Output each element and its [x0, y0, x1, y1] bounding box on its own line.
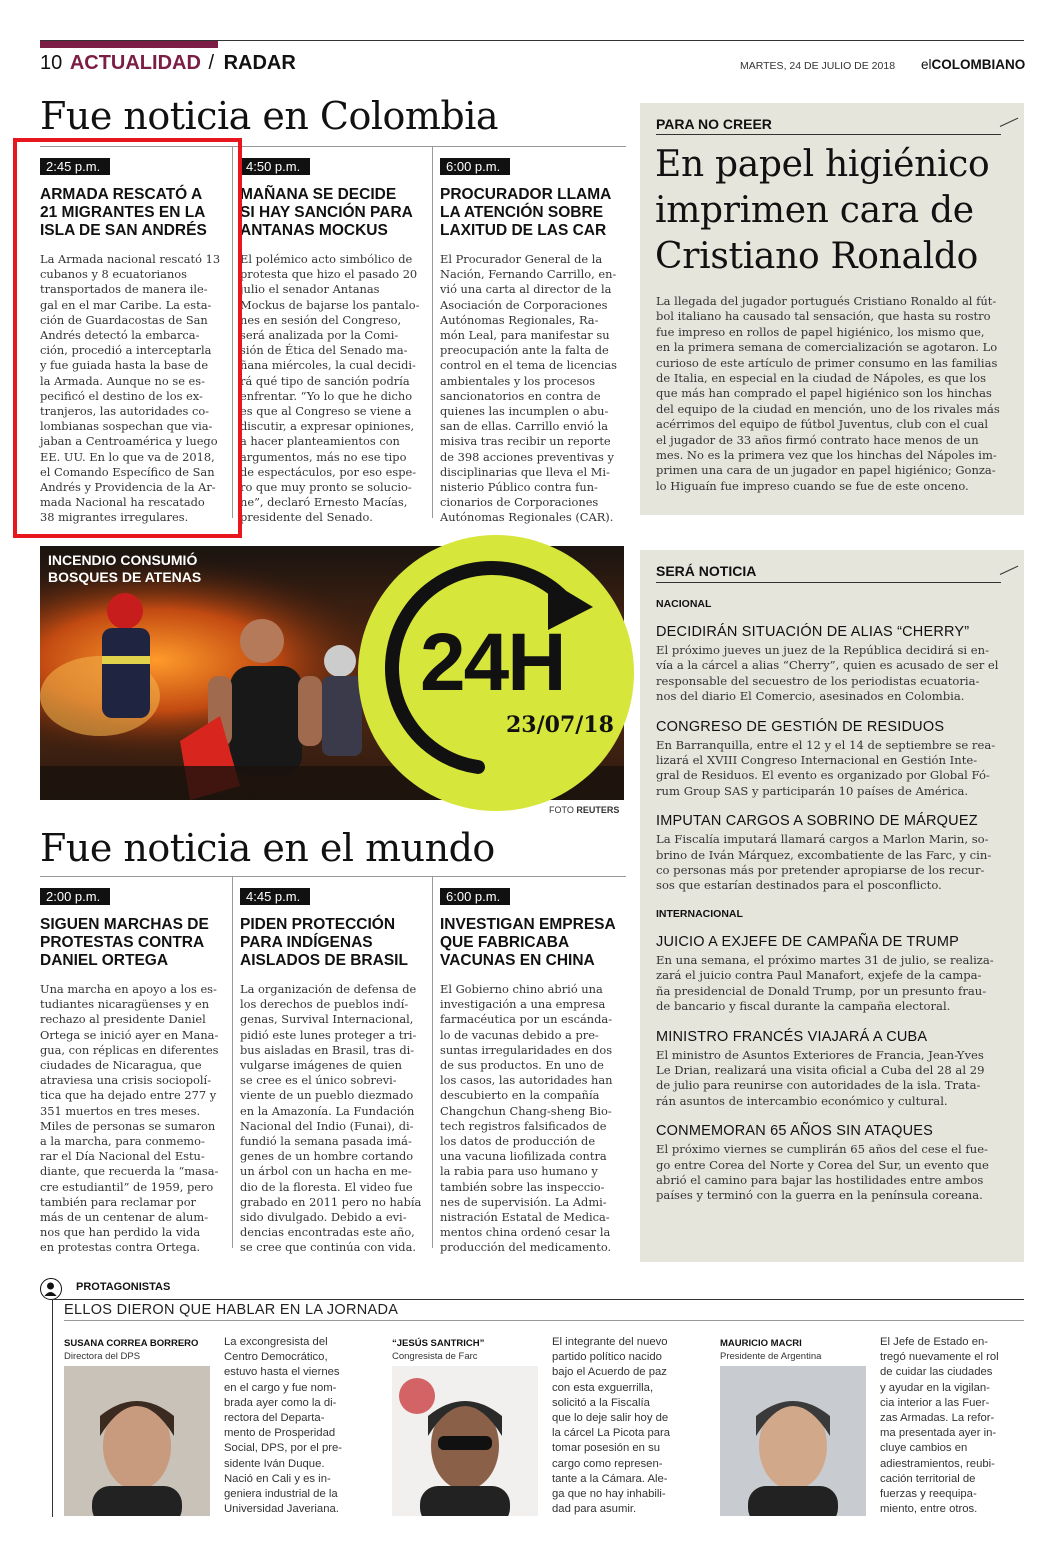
para-no-creer-headline	[655, 142, 989, 280]
body-line: Una marcha en apoyo a los es-	[40, 982, 217, 996]
header-accent-bar	[40, 40, 218, 48]
body-line: del equipo de la ciudad en mención, uno de los rivales más	[656, 401, 1000, 416]
body-line: los derechos de pueblos indí-	[240, 997, 409, 1012]
time-tag: 4:45 p.m.	[240, 888, 310, 905]
protagonistas-subtitle: ELLOS DIERON QUE HABLAR EN LA JORNADA	[64, 1302, 399, 1318]
body-line: diante, que recuerda la “masa-	[40, 1164, 219, 1179]
body-line: que lo deje salir hoy de	[552, 1412, 669, 1425]
body-line: go entre Corea del Norte y Corea del Sur, un evento que	[656, 1157, 989, 1172]
body-line: también sobre las inspeccio-	[440, 1179, 605, 1194]
brand-prefix: el	[921, 57, 932, 72]
body-line: rum Group SAS y participarán 10 países de América.	[656, 783, 969, 798]
body-line: genes de un hombre cortando	[240, 1149, 414, 1164]
body-line: grabado en 2011 pero no había	[240, 1194, 422, 1209]
highlight-box	[13, 138, 242, 538]
photo-caption-line: INCENDIO CONSUMIÓ	[48, 552, 198, 568]
body-line: cionarios de Corporaciones	[440, 495, 599, 510]
body-line: y fue guiada hasta la base de	[40, 358, 209, 373]
body-line: lizará el XVIII Congreso Internacional en Gestión Inte-	[656, 753, 978, 768]
body-line: nistración Estatal de Medica-	[440, 1210, 610, 1225]
body-line: cre estudiantil” de 1959, pero	[40, 1179, 214, 1194]
body-line: descubierto en la compañía	[440, 1088, 600, 1103]
body-line: sidente Iván Duque.	[224, 1457, 325, 1470]
body-line: ciudades de Nicaragua, que	[40, 1058, 202, 1073]
body-line: de 398 acciones preventivas y	[440, 449, 614, 464]
body-line: el jugador de 33 años firmó contrato hace menos de un	[656, 432, 979, 447]
body-line: sido divulgado. Debido a evi-	[240, 1210, 407, 1225]
column-body	[40, 982, 226, 1256]
sera-noticia-headline: MINISTRO FRANCÉS VIAJARÁ A CUBA	[656, 1028, 928, 1045]
protagonist-role: Directora del DPS	[64, 1351, 141, 1362]
body-line: san de ellas. Carrillo envió la	[440, 419, 609, 434]
body-line: Mockus de bajarse los pantalo-	[240, 297, 420, 312]
body-line: El ministro de Asuntos Exteriores de Francia, Jean-Yves	[656, 1047, 984, 1062]
person-icon	[40, 1278, 62, 1300]
body-line: ñana miércoles, la cual decidi-	[240, 358, 416, 373]
body-line: los datos de producción de	[440, 1134, 596, 1149]
body-line: es que al Congreso se viene a	[240, 404, 412, 419]
headline-line: LAXITUD DE LAS CAR	[440, 222, 607, 239]
body-line: argumentos, más no ese tipo	[240, 449, 407, 464]
body-line: Autónomas Regionales, Ra-	[440, 312, 599, 327]
body-line: gua, con réplicas en diferentes	[40, 1042, 219, 1057]
column-divider	[432, 876, 433, 1248]
body-line: La excongresista del	[224, 1336, 328, 1348]
headline-line: AISLADOS DE BRASIL	[240, 952, 408, 969]
body-line: EE. UU. En lo que va de 2018,	[40, 449, 215, 464]
body-line: La Armada nacional rescató 13	[40, 252, 221, 266]
protagonist-text	[552, 1335, 702, 1517]
body-line: y ayudar en la vigilan-	[880, 1381, 990, 1394]
headline-line: MAÑANA SE DECIDE	[240, 186, 397, 203]
body-line: En Barranquilla, entre el 12 y el 14 de septiembre se rea-	[656, 737, 996, 752]
body-line: de Italia, en especial en la ciudad de Nápoles, es que los	[656, 371, 987, 386]
para-no-creer-label: PARA NO CREER	[656, 116, 772, 132]
brand-logo	[921, 57, 1025, 72]
body-line: transportados de manera ile-	[40, 282, 208, 297]
sera-noticia-text	[656, 738, 1016, 800]
body-line: Andrés detectó la embarca-	[40, 328, 200, 343]
sera-noticia-text	[656, 643, 1016, 705]
body-line: enfrentar. “Yo lo que he dicho	[240, 388, 413, 403]
body-line: cargo como represen-	[552, 1457, 663, 1470]
body-line: 351 muertos en tres meses.	[40, 1103, 201, 1118]
body-line: dio de la floresta. El video fue	[240, 1179, 413, 1194]
body-line: será analizada por la Comi-	[240, 328, 399, 343]
sera-noticia-headline: CONGRESO DE GESTIÓN DE RESIDUOS	[656, 718, 945, 735]
sera-noticia-subheading: NACIONAL	[656, 598, 712, 610]
body-line: se cree que continúa con vida.	[240, 1240, 416, 1255]
body-line: El Jefe de Estado en-	[880, 1336, 989, 1348]
body-line: lombianas sospechan que via-	[40, 419, 213, 434]
body-line: ne”, declaró Ernesto Macías,	[240, 495, 408, 510]
column-divider	[432, 146, 433, 518]
header-rule	[40, 40, 1024, 41]
sera-noticia-headline: IMPUTAN CARGOS A SOBRINO DE MÁRQUEZ	[656, 813, 978, 830]
protagonist-role: Presidente de Argentina	[720, 1351, 822, 1362]
body-line: a hacer planteamientos con	[240, 434, 400, 449]
body-line: producción del medicamento.	[440, 1240, 612, 1255]
protagonist-photo	[720, 1366, 866, 1516]
body-line: bajo el Acuerdo de paz	[552, 1366, 667, 1379]
body-line: disciplinarias que lleva el Mi-	[440, 464, 610, 479]
protagonistas-side-rule	[52, 1299, 53, 1517]
body-line: gral de Residuos. El evento es organizado por Global Fó-	[656, 768, 990, 783]
sera-noticia-headline: DECIDIRÁN SITUACIÓN DE ALIAS “CHERRY”	[656, 624, 970, 640]
body-line: Le Drian, realizará una visita oficial a Cuba del 28 al 29	[656, 1062, 985, 1077]
subsection-name: RADAR	[223, 52, 296, 74]
body-line: zará el juicio contra Paul Manafort, exjefe de la campa-	[656, 968, 982, 983]
headline-line: PROTESTAS CONTRA	[40, 934, 205, 951]
body-line: lo Higuaín fue impreso cuando se fue de este onceno.	[656, 478, 969, 493]
body-line: quienes las incumplen o abu-	[440, 404, 609, 419]
sera-noticia-subheading: INTERNACIONAL	[656, 907, 743, 920]
sera-noticia-text	[656, 832, 1016, 894]
body-line: más de un centenar de alum-	[40, 1210, 209, 1225]
body-line: abrió el camino para bajar las hostilidades entre ambos	[656, 1172, 984, 1187]
body-line: se cree es el único sobrevi-	[240, 1073, 397, 1088]
body-line: El integrante del nuevo	[552, 1336, 668, 1348]
body-line: El próximo jueves un juez de la República decidirá si en-	[656, 643, 990, 657]
body-line: solicitó a la Fiscalía	[552, 1396, 650, 1409]
mundo-section-title: Fue noticia en el mundo	[40, 826, 495, 870]
body-line: nes de supervisión. La Admi-	[440, 1194, 607, 1209]
body-line: una vacuna liofilizada contra	[440, 1149, 607, 1164]
body-line: zas Armadas. La refor-	[880, 1412, 995, 1425]
photo-caption	[48, 552, 201, 586]
column-headline	[240, 186, 426, 240]
body-line: el Comando Específico de San	[40, 464, 215, 479]
body-line: sos que estarían destinados para el posconflicto.	[656, 878, 942, 893]
body-line: Universidad Javeriana.	[224, 1503, 339, 1516]
body-line: jaban a Centroamérica y luego	[40, 434, 218, 449]
body-line: sión de Ética del Senado ma-	[240, 343, 408, 358]
body-line: nos que han perdido la vida	[40, 1225, 201, 1240]
body-line: La Fiscalía imputará llamará cargos a Marlon Marin, so-	[656, 832, 989, 847]
body-line: nes en sesión del Congreso,	[240, 312, 402, 327]
body-line: mentos china ordenó cesar la	[440, 1225, 611, 1240]
body-line: suntas irregularidades en dos	[440, 1042, 613, 1057]
protagonistas-sub-rule	[64, 1320, 1024, 1321]
photo-credit	[549, 805, 619, 815]
body-line: curioso de este artículo de primer consumo en las familias	[656, 355, 998, 370]
issue-date: MARTES, 24 DE JULIO DE 2018	[740, 60, 896, 72]
body-line: mada Nacional ha rescatado	[40, 495, 205, 510]
column-body	[440, 982, 626, 1256]
body-line: tech registros falsificados de	[440, 1118, 607, 1133]
headline-line: Cristiano Ronaldo	[655, 236, 979, 277]
body-line: preocupación ante la falta de	[440, 343, 609, 358]
body-line: tudiantes nicaragüenses y en	[40, 997, 210, 1012]
body-line: vulgarse imágenes de quien	[240, 1058, 402, 1073]
body-line: brino de Iván Márquez, excombatiente de las Farc, y cin-	[656, 847, 992, 862]
time-tag: 6:00 p.m.	[440, 888, 510, 905]
body-line: dad para asumir.	[552, 1503, 637, 1516]
sera-noticia-label: SERÁ NOTICIA	[656, 563, 757, 579]
body-line: ción de Guardacostas de San	[40, 312, 208, 327]
protagonist-name: “JESÚS SANTRICH”	[392, 1338, 485, 1349]
headline-line: QUE FABRICABA	[440, 934, 570, 951]
sera-noticia-text	[656, 1142, 1016, 1204]
body-line: Nacional del Indio (Funai), di-	[240, 1118, 414, 1133]
news-column	[440, 158, 626, 526]
body-line: tica que ha dejado entre 277 y	[40, 1088, 217, 1103]
body-line: pecificó el destino de los ex-	[40, 388, 203, 403]
body-line: rechazo al presidente Daniel	[40, 1012, 206, 1027]
body-line: ambientales y los procesos	[440, 373, 596, 388]
body-line: vía a la cárcel a alias “Cherry”, quien es acusado de ser el	[656, 658, 999, 673]
body-line: rá qué tipo de sanción podría	[240, 373, 410, 388]
headline-line: imprimen cara de	[655, 190, 974, 231]
body-line: rar el Día Nacional del Estu-	[40, 1149, 205, 1164]
photo-caption-line: BOSQUES DE ATENAS	[48, 569, 202, 585]
body-line: mento de Prosperidad	[224, 1427, 336, 1440]
body-line: 38 migrantes irregulares.	[40, 510, 189, 525]
body-line: ro que muy pronto se solucio-	[240, 480, 412, 495]
protagonist-photo	[64, 1366, 210, 1516]
body-line: ña presidencial de Donald Trump, por un presunto frau-	[656, 983, 987, 998]
headline-line: En papel higiénico	[655, 144, 990, 185]
brand-name: COLOMBIANO	[931, 57, 1026, 72]
body-line: control en el tema de licencias	[440, 358, 618, 373]
body-line: La organización de defensa de	[240, 982, 417, 996]
body-line: ción, procedió a interceptarla	[40, 343, 212, 358]
body-line: mes. No es la primera vez que los hinchas del Nápoles im-	[656, 448, 997, 463]
column-headline	[40, 916, 226, 970]
body-line: rectora del Departa-	[224, 1412, 325, 1425]
body-line: en protestas contra Ortega.	[40, 1240, 201, 1255]
protagonistas-rule	[52, 1299, 1024, 1300]
body-line: fuerzas y reequipa-	[880, 1488, 977, 1501]
body-line: en el cargo y fue nom-	[224, 1381, 337, 1394]
body-line: sancionatorios en contra de	[440, 388, 601, 403]
body-line: món Leal, para manifestar su	[440, 328, 610, 343]
protagonistas-label: PROTAGONISTAS	[76, 1281, 171, 1293]
headline-line: SIGUEN MARCHAS DE	[40, 916, 209, 933]
headline-line: INVESTIGAN EMPRESA	[440, 916, 616, 933]
body-line: farmacéutica por un escánda-	[440, 1012, 613, 1027]
colombia-section-title: Fue noticia en Colombia	[40, 94, 499, 138]
headline-line: LA ATENCIÓN SOBRE	[440, 204, 604, 221]
body-line: viente de un pueblo diezmado	[240, 1088, 414, 1103]
body-line: dencias encontradas este año,	[240, 1225, 415, 1240]
body-line: también para reclamar por	[40, 1194, 196, 1209]
sera-noticia-rule	[656, 582, 1001, 583]
body-line: Autónomas Regionales (CAR).	[440, 510, 614, 525]
headline-line: SI HAY SANCIÓN PARA	[240, 204, 413, 221]
24h-badge-date: 23/07/18	[506, 712, 614, 738]
column-headline	[440, 186, 626, 240]
body-line: julio el senador Antanas	[240, 282, 380, 297]
body-line: Andrés y Providencia de la Ar-	[40, 480, 216, 495]
column-body	[440, 252, 626, 526]
protagonist-text	[880, 1335, 1030, 1517]
body-line: El próximo viernes se cumplirán 65 años del cese el fue-	[656, 1142, 988, 1157]
protagonist-text	[224, 1335, 374, 1517]
body-line: La llegada del jugador portugués Cristiano Ronaldo al fút-	[656, 294, 997, 308]
body-line: de espectáculos, por eso espe-	[240, 464, 417, 479]
news-column	[240, 888, 426, 1256]
body-line: a la marcha, para conmemo-	[40, 1134, 205, 1149]
body-line: nos del diario El Comercio, asesinados en Colombia.	[656, 689, 965, 704]
body-line: bus aisladas en Brasil, tras di-	[240, 1042, 415, 1057]
page-header	[40, 52, 296, 75]
body-line: en la primera semana de comercialización se agotaron. Lo	[656, 340, 998, 355]
body-line: El Gobierno chino abrió una	[440, 982, 603, 996]
headline-line: PROCURADOR LLAMA	[440, 186, 612, 203]
news-column	[240, 158, 426, 526]
body-line: tregó nuevamente el rol	[880, 1351, 999, 1364]
body-line: de julio para reunirse con autoridades de la isla. Trata-	[656, 1078, 981, 1093]
body-line: El polémico acto simbólico de	[240, 252, 413, 266]
time-tag: 2:00 p.m.	[40, 888, 110, 905]
body-line: Asociación de Corporaciones	[440, 297, 608, 312]
body-line: presidente del Senado.	[240, 510, 373, 525]
column-body	[240, 982, 426, 1256]
protagonist-photo	[392, 1366, 538, 1516]
headline-line: DANIEL ORTEGA	[40, 952, 169, 969]
section-slash: /	[208, 52, 215, 74]
body-line: cubanos y 8 ecuatorianos	[40, 267, 187, 282]
body-line: con esta exguerrilla,	[552, 1381, 654, 1394]
para-no-creer-rule	[656, 134, 1001, 135]
column-headline	[440, 916, 626, 970]
news-column	[40, 888, 226, 1256]
body-line: de bancario y fiscal durante la campaña electoral.	[656, 999, 951, 1014]
body-line: cación territorial de	[880, 1472, 976, 1485]
body-line: cluye cambios en	[880, 1442, 968, 1455]
body-line: tranjeros, las autoridades co-	[40, 404, 210, 419]
column-body	[240, 252, 426, 526]
sera-noticia-headline: CONMEMORAN 65 AÑOS SIN ATAQUES	[656, 1123, 933, 1140]
body-line: cia interior a las Fuer-	[880, 1396, 990, 1409]
body-line: los casos, las autoridades han	[440, 1073, 613, 1088]
column-top-rule	[40, 876, 626, 877]
sera-noticia-headline: JUICIO A EXJEFE DE CAMPAÑA DE TRUMP	[656, 933, 959, 950]
body-line: tomar posesión en su	[552, 1442, 661, 1455]
sera-noticia-body	[656, 584, 1016, 1204]
headline-line: PIDEN PROTECCIÓN	[240, 916, 396, 933]
body-line: fue impreso en rollos de papel higiénico, los mismo que,	[656, 324, 985, 339]
body-line: acérrimos del equipo de fútbol Juventus, club con el cual	[656, 417, 989, 432]
headline-line: 21 MIGRANTES EN LA	[40, 204, 206, 221]
body-line: adiestramientos, reubi-	[880, 1457, 995, 1470]
time-tag: 6:00 p.m.	[440, 158, 510, 175]
column-divider	[232, 876, 233, 1248]
body-line: Miles de personas se sumaron	[40, 1118, 216, 1133]
body-line: brada ayer como la di-	[224, 1396, 337, 1409]
headline-line: ANTANAS MOCKUS	[240, 222, 388, 239]
protagonist-name: SUSANA CORREA BORRERO	[64, 1338, 199, 1349]
headline-line: PARA INDÍGENAS	[240, 934, 373, 951]
body-line: que más han comprado el papel higiénico son los hinchas	[656, 386, 992, 401]
body-line: En una semana, el próximo martes 31 de julio, se realiza-	[656, 952, 994, 967]
body-line: geniera industrial de la	[224, 1488, 338, 1501]
body-line: gal en el mar Caribe. La esta-	[40, 297, 212, 312]
body-line: ma presentada ayer in-	[880, 1427, 997, 1440]
sera-noticia-text	[656, 953, 1016, 1015]
headline-line: ARMADA RESCATÓ A	[40, 186, 203, 203]
protagonist-role: Congresista de Farc	[392, 1351, 478, 1362]
body-line: misiva tras recibir un reporte	[440, 434, 611, 449]
body-line: bol italiano ha causado tal sensación, que hasta su rostro	[656, 309, 991, 324]
body-line: genas, Survival Internacional,	[240, 1012, 414, 1027]
body-line: fundió la semana pasada imá-	[240, 1134, 412, 1149]
news-column	[440, 888, 626, 1256]
body-line: rán asuntos de intercambio económico y cultural.	[656, 1093, 948, 1108]
body-line: Ortega se inició ayer en Mana-	[40, 1027, 219, 1042]
body-line: investigación a una empresa	[440, 997, 606, 1012]
body-line: pidió este lunes proteger a tri-	[240, 1027, 417, 1042]
body-line: primen una cara de un jugador en papel higiénico; Gonza-	[656, 463, 996, 478]
24h-badge-text: 24H	[420, 617, 565, 708]
body-line: un árbol con un hacha en me-	[240, 1164, 412, 1179]
protagonist-name: MAURICIO MACRI	[720, 1338, 802, 1349]
column-headline	[240, 916, 426, 970]
body-line: de sus productos. En uno de	[440, 1058, 604, 1073]
time-tag: 4:50 p.m.	[240, 158, 310, 175]
time-tag: 2:45 p.m.	[40, 158, 110, 175]
photo-credit-name: REUTERS	[576, 805, 620, 815]
body-line: vió una carta al director de la	[440, 282, 612, 297]
body-line: lo de vacunas debido a pre-	[440, 1027, 599, 1042]
section-name: ACTUALIDAD	[69, 52, 201, 74]
body-line: discutir, a expresar opiniones,	[240, 419, 415, 434]
headline-line: VACUNAS EN CHINA	[440, 952, 595, 969]
body-line: Nació en Cali y es in-	[224, 1472, 331, 1485]
body-line: nisterio Público contra fun-	[440, 480, 598, 495]
body-line: co personas más por pretender apropiarse de los recur-	[656, 863, 985, 878]
body-line: miento, entre otros.	[880, 1503, 978, 1516]
page-number: 10	[40, 52, 63, 74]
body-line: tante a la Cámara. Ale-	[552, 1472, 668, 1485]
para-no-creer-body	[656, 294, 1012, 494]
body-line: en la Amazonía. La Fundación	[240, 1103, 415, 1118]
body-line: partido político nacido	[552, 1351, 662, 1364]
body-line: estuvo hasta el viernes	[224, 1366, 340, 1379]
body-line: Nación, Fernando Carrillo, en-	[440, 267, 617, 282]
body-line: responsable del secuestro de los periodistas ecuatoria-	[656, 673, 980, 688]
body-line: protesta que hizo el pasado 20	[240, 267, 418, 282]
sera-noticia-text	[656, 1048, 1016, 1110]
body-line: la Armada. Aunque no se es-	[40, 373, 205, 388]
body-line: la rabia para uso humano y	[440, 1164, 598, 1179]
body-line: Social, DPS, por el pre-	[224, 1442, 343, 1455]
body-line: El Procurador General de la	[440, 252, 603, 266]
photo-credit-prefix: FOTO	[549, 805, 574, 815]
body-line: ga que no hay inhabili-	[552, 1488, 666, 1501]
headline-line: ISLA DE SAN ANDRÉS	[40, 222, 207, 239]
body-line: Changchun Chang-sheng Bio-	[440, 1103, 612, 1118]
body-line: países y terminó con la guerra en la península coreana.	[656, 1188, 983, 1203]
body-line: de cuidar las ciudades	[880, 1366, 993, 1379]
body-line: Centro Democrático,	[224, 1351, 328, 1364]
body-line: atraviesa una crisis sociopolí-	[40, 1073, 212, 1088]
body-line: la cárcel La Picota para	[552, 1427, 671, 1440]
